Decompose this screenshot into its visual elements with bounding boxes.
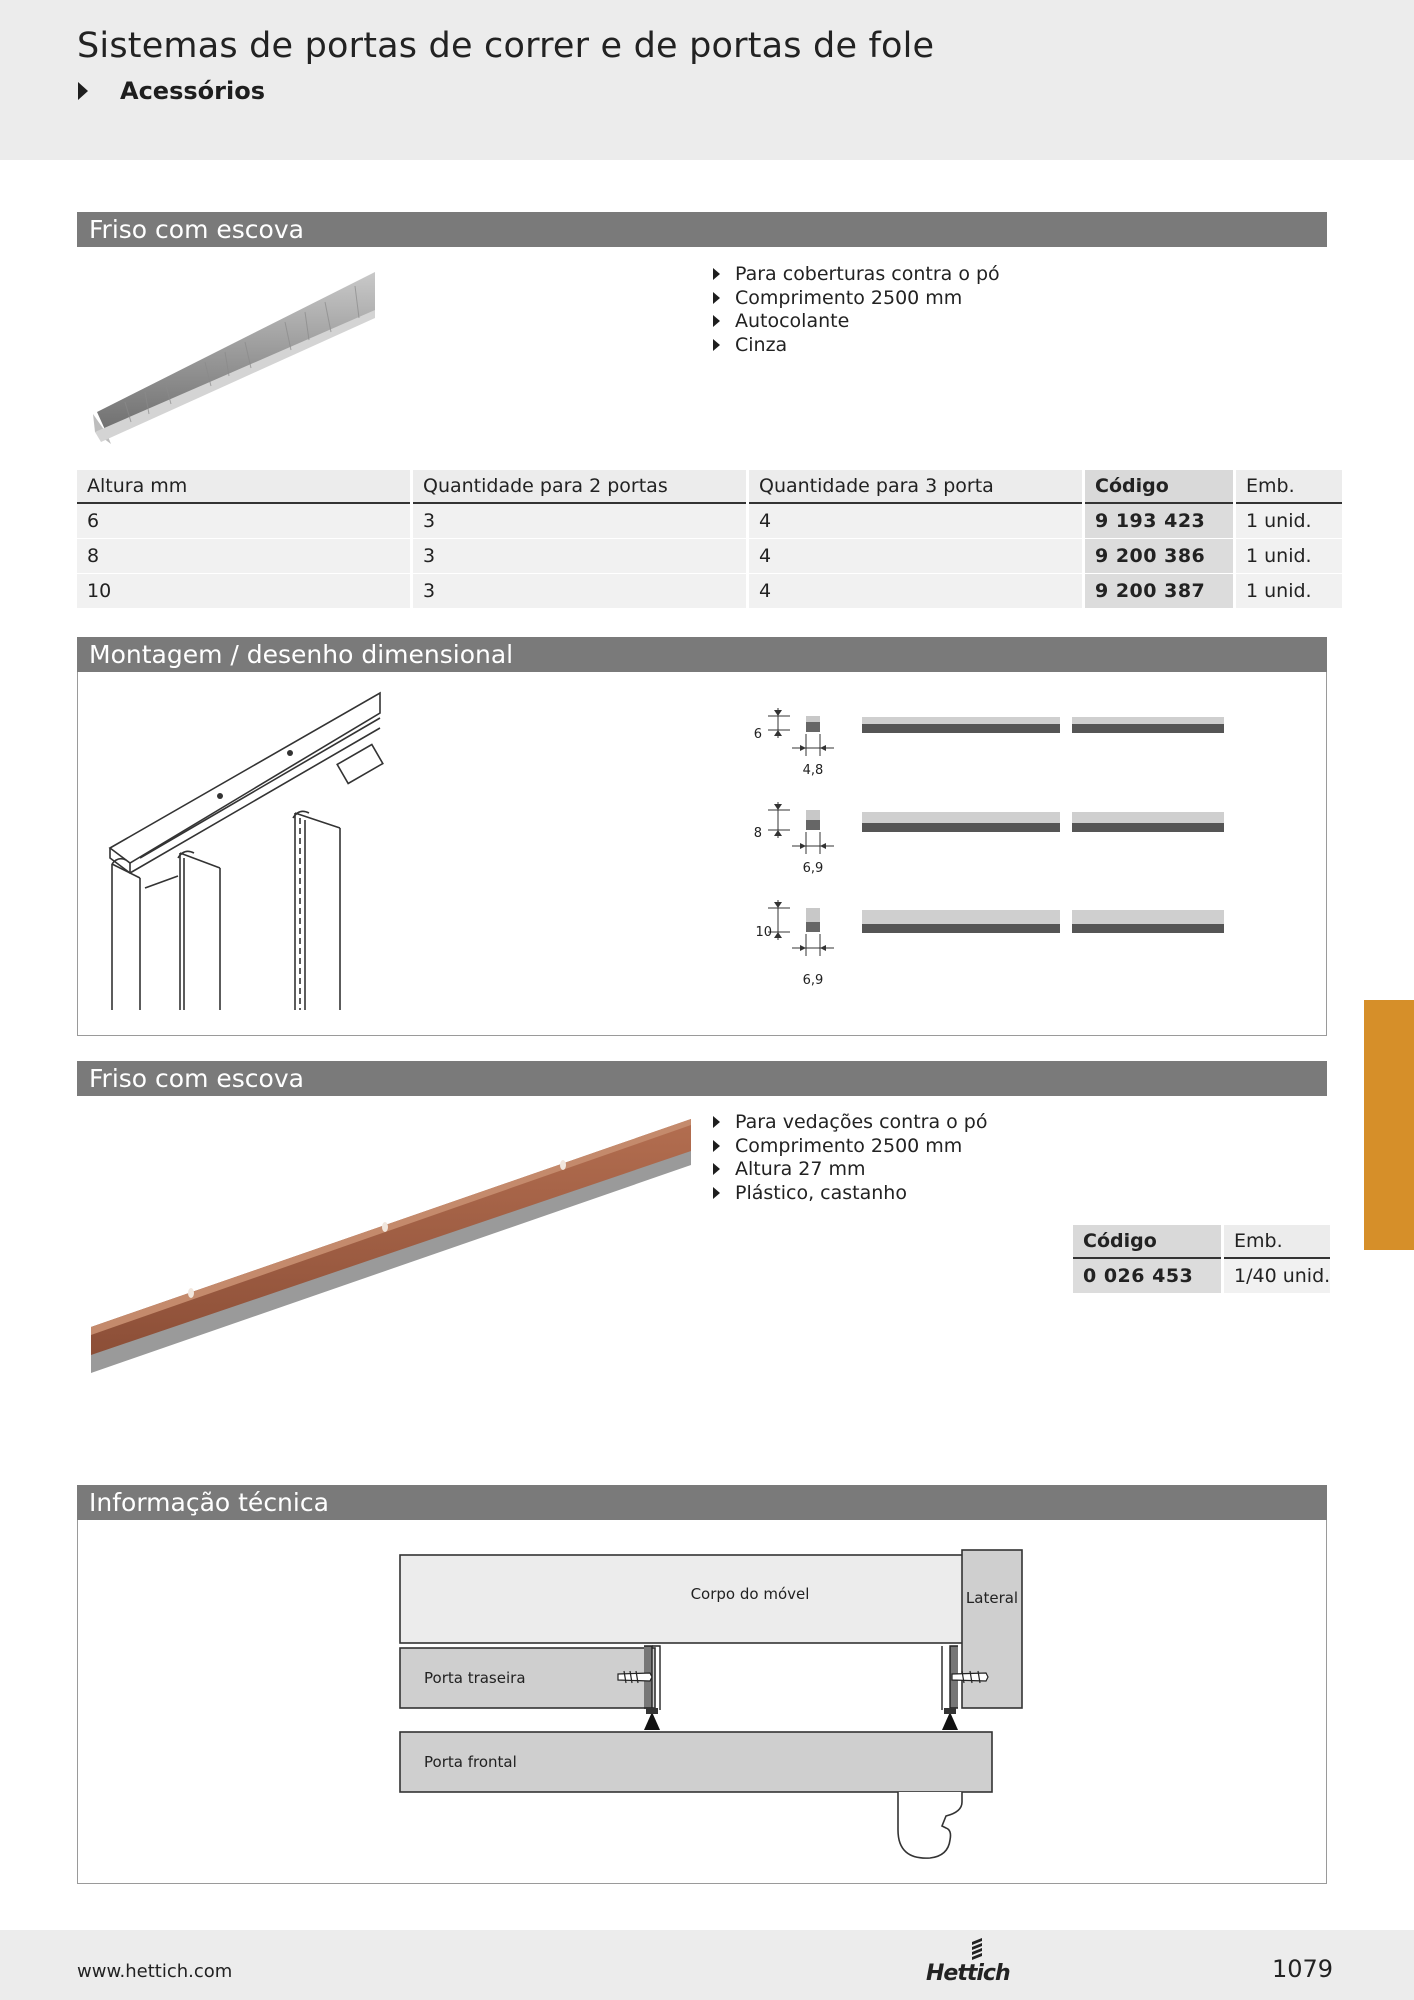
section-title-technical-info: Informação técnica bbox=[77, 1485, 1327, 1520]
label-rear-door: Porta traseira bbox=[424, 1669, 526, 1687]
dimension-row-10mm bbox=[755, 900, 1224, 988]
feature-item: Autocolante bbox=[710, 310, 1000, 334]
cell-pack: 1 unid. bbox=[1236, 504, 1342, 539]
feature-item: Para vedações contra o pó bbox=[710, 1111, 987, 1135]
cell-height: 10 bbox=[77, 574, 410, 609]
bifold-door-assembly-drawing bbox=[100, 688, 390, 1018]
label-side-panel: Lateral bbox=[965, 1589, 1019, 1607]
section-title-brush-strip-grey: Friso com escova bbox=[77, 212, 1327, 247]
dim-height-label: 6 bbox=[753, 727, 762, 742]
feature-item: Altura 27 mm bbox=[710, 1158, 987, 1182]
table-row bbox=[1073, 1259, 1330, 1294]
feature-item: Para coberturas contra o pó bbox=[710, 263, 1000, 287]
cell-pack: 1/40 unid. bbox=[1224, 1259, 1330, 1294]
col-header-pack: Emb. bbox=[1236, 470, 1342, 504]
chapter-tab bbox=[1364, 1000, 1414, 1250]
dim-height-label: 8 bbox=[753, 826, 762, 841]
spec-table-grey-strip bbox=[74, 470, 1345, 609]
col-header-qty-3: Quantidade para 3 porta bbox=[749, 470, 1082, 504]
feature-list-grey-strip bbox=[710, 263, 1000, 357]
cell-code: 0 026 453 bbox=[1073, 1259, 1221, 1294]
section-title-assembly: Montagem / desenho dimensional bbox=[77, 637, 1327, 672]
website-url[interactable]: www.hettich.com bbox=[77, 1961, 233, 1982]
cell-pack: 1 unid. bbox=[1236, 574, 1342, 609]
svg-text:Hettich: Hettich bbox=[926, 1961, 1010, 1986]
triangle-bullet-icon bbox=[78, 82, 88, 100]
feature-item: Plástico, castanho bbox=[710, 1182, 987, 1206]
table-row bbox=[77, 504, 1342, 539]
table-header-row bbox=[77, 470, 1342, 504]
section-title-brush-strip-brown: Friso com escova bbox=[77, 1061, 1327, 1096]
feature-item: Comprimento 2500 mm bbox=[710, 287, 1000, 311]
col-header-height: Altura mm bbox=[77, 470, 410, 504]
cell-code: 9 200 387 bbox=[1085, 574, 1233, 609]
table-row bbox=[77, 539, 1342, 574]
col-header-code: Código bbox=[1073, 1225, 1221, 1259]
table-row bbox=[77, 574, 1342, 609]
feature-item: Cinza bbox=[710, 334, 1000, 358]
col-header-pack: Emb. bbox=[1224, 1225, 1330, 1259]
technical-cross-section-drawing bbox=[390, 1540, 1040, 1870]
cell-qty-3: 4 bbox=[749, 504, 1082, 539]
feature-item: Comprimento 2500 mm bbox=[710, 1135, 987, 1159]
dimension-drawings bbox=[740, 700, 1260, 1010]
dim-height-label: 10 bbox=[755, 925, 772, 940]
dim-width-label: 4,8 bbox=[802, 763, 824, 778]
dimension-row-6mm bbox=[754, 708, 1224, 778]
dimension-row-8mm bbox=[754, 802, 1224, 876]
cell-code: 9 200 386 bbox=[1085, 539, 1233, 574]
cell-code: 9 193 423 bbox=[1085, 504, 1233, 539]
cell-qty-2: 3 bbox=[413, 504, 746, 539]
brown-brush-strip-image bbox=[85, 1115, 695, 1375]
cell-height: 6 bbox=[77, 504, 410, 539]
col-header-qty-2: Quantidade para 2 portas bbox=[413, 470, 746, 504]
cell-qty-3: 4 bbox=[749, 539, 1082, 574]
cell-pack: 1 unid. bbox=[1236, 539, 1342, 574]
label-front-door: Porta frontal bbox=[424, 1753, 517, 1771]
cell-qty-3: 4 bbox=[749, 574, 1082, 609]
dim-width-label: 6,9 bbox=[802, 973, 824, 988]
spec-table-brown-strip bbox=[1070, 1225, 1333, 1294]
page-subtitle: Acessórios bbox=[120, 77, 265, 105]
label-furniture-body: Corpo do móvel bbox=[690, 1585, 810, 1603]
hettich-logo bbox=[924, 1938, 1010, 1988]
col-header-code: Código bbox=[1085, 470, 1233, 504]
subtitle-row bbox=[78, 76, 265, 106]
cell-qty-2: 3 bbox=[413, 539, 746, 574]
dim-width-label: 6,9 bbox=[802, 861, 824, 876]
grey-brush-strip-image bbox=[85, 262, 385, 447]
cell-qty-2: 3 bbox=[413, 574, 746, 609]
page-number: 1079 bbox=[1272, 1955, 1334, 1983]
cell-height: 8 bbox=[77, 539, 410, 574]
page-title: Sistemas de portas de correr e de portas de fole bbox=[77, 26, 935, 66]
table-header-row bbox=[1073, 1225, 1330, 1259]
feature-list-brown-strip bbox=[710, 1111, 987, 1205]
